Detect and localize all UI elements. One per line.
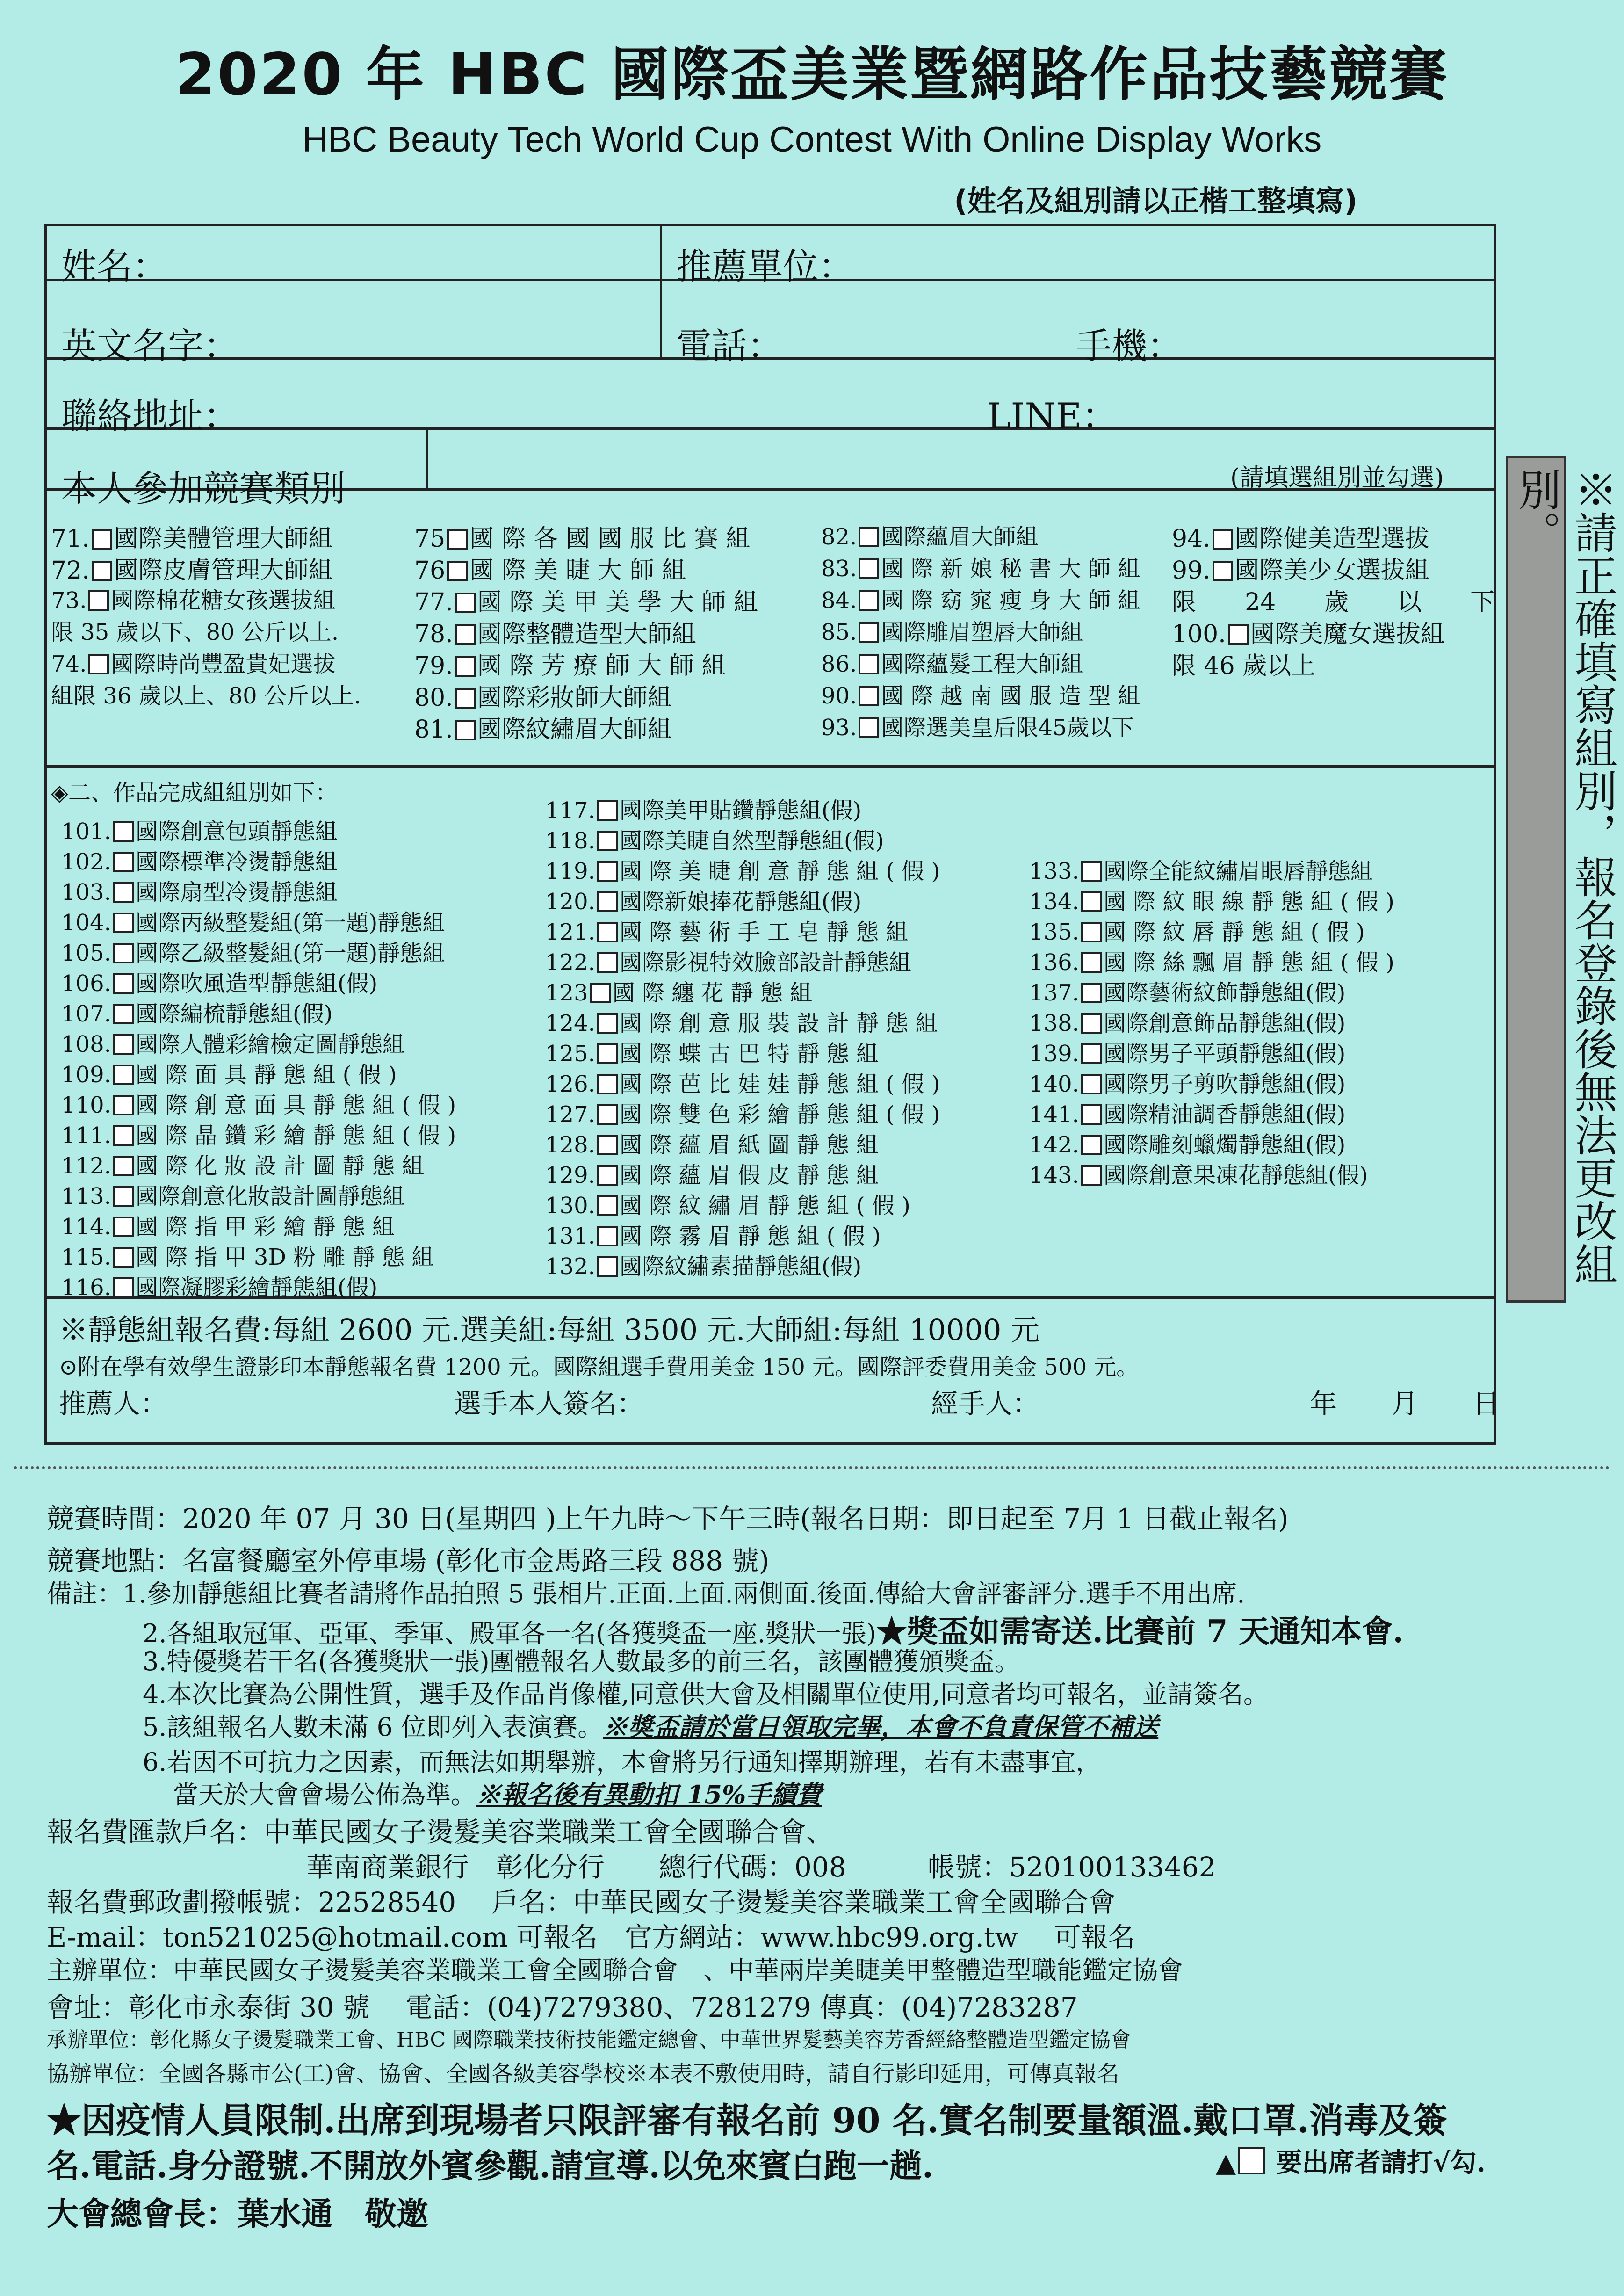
works-item[interactable]: 108. 國際人體彩繪檢定圖靜態組 xyxy=(61,1031,405,1057)
category-item[interactable]: 71. 國際美體管理大師組 xyxy=(51,525,333,553)
fee-note: ⊙附在學有效學生證影印本靜態報名費 1200 元。國際組選手費用美金 150 元。國際評委費用美金 500 元。 xyxy=(59,1354,1139,1380)
signature-field[interactable]: 選手本人簽名： xyxy=(454,1388,644,1420)
category-note: 限 35 歲以下、80 公斤以上. xyxy=(51,619,339,645)
checkbox[interactable] xyxy=(1081,1165,1102,1186)
category-item[interactable]: 81. 國際紋繡眉大師組 xyxy=(414,716,672,744)
checkbox[interactable] xyxy=(859,654,879,674)
organizer: 主辦單位：中華民國女子燙髮美容業職業工會全國聯合會 、中華兩岸美睫美甲整體造型職能鑑定協會 xyxy=(47,1956,1183,1985)
works-item[interactable]: 109. 國 際 面 具 靜 態 組 ( 假 ) xyxy=(61,1062,397,1088)
checkbox[interactable] xyxy=(1213,561,1233,581)
works-item[interactable]: 117. 國際美甲貼鑽靜態組(假) xyxy=(545,797,862,824)
checkbox[interactable] xyxy=(597,861,618,882)
works-item[interactable]: 137. 國際藝術紋飾靜態組(假) xyxy=(1029,980,1346,1006)
office-address: 會址：彰化市永泰街 30 號 電話：(04)7279380、7281279 傳真：(04)7283287 xyxy=(47,1992,1078,2023)
works-item[interactable]: 115. 國 際 指 甲 3D 粉 雕 靜 態 組 xyxy=(61,1244,434,1270)
works-item[interactable]: 101. 國際創意包頭靜態組 xyxy=(61,818,338,845)
president-signoff: 大會總會長：葉水通 敬邀 xyxy=(47,2195,429,2233)
works-item[interactable]: 110. 國 際 創 意 面 具 靜 態 組 ( 假 ) xyxy=(61,1092,456,1118)
registration-form xyxy=(44,224,1500,1445)
checkbox[interactable] xyxy=(113,1247,134,1268)
works-item[interactable]: 134. 國 際 紋 眼 線 靜 態 組 ( 假 ) xyxy=(1029,889,1394,915)
checkbox[interactable] xyxy=(597,1135,618,1155)
checkbox[interactable] xyxy=(859,558,879,579)
checkbox[interactable] xyxy=(1081,1104,1102,1125)
works-item[interactable]: 102. 國際標準冷燙靜態組 xyxy=(61,849,338,875)
works-item[interactable]: 136. 國 際 絲 飄 眉 靜 態 組 ( 假 ) xyxy=(1029,949,1394,976)
checkbox[interactable] xyxy=(113,943,134,963)
works-item[interactable]: 127. 國 際 雙 色 彩 繪 靜 態 組 ( 假 ) xyxy=(545,1101,940,1128)
checkbox[interactable] xyxy=(859,527,879,547)
date-field[interactable]: 年 月 日 xyxy=(1310,1388,1500,1420)
checkbox[interactable] xyxy=(113,1004,134,1024)
works-item[interactable]: 128. 國 際 蘊 眉 紙 圖 靜 態 組 xyxy=(545,1132,879,1158)
checkbox[interactable] xyxy=(1228,624,1249,645)
category-item[interactable]: 94. 國際健美造型選拔 xyxy=(1172,525,1429,553)
works-item[interactable]: 105. 國際乙級整髮組(第一題)靜態組 xyxy=(61,940,445,966)
handler-field[interactable]: 經手人： xyxy=(931,1388,1040,1420)
checkbox[interactable] xyxy=(1081,861,1102,882)
remark-3: 3.特優獎若干名(各獲獎狀一張)團體報名人數最多的前三名，該團體獲頒獎盃。 xyxy=(143,1647,1020,1676)
covid-notice: ★因疫情人員限制.出席到現場者只限評審有報名前 90 名.實名制要量額溫.戴口罩.消毒及簽 xyxy=(47,2100,1448,2141)
works-item[interactable]: 120. 國際新娘捧花靜態組(假) xyxy=(545,889,862,915)
fill-instruction: (姓名及組別請以正楷工整填寫) xyxy=(954,184,1357,218)
attend-checkbox[interactable]: ▲ 要出席者請打√勾. xyxy=(1216,2147,1486,2178)
works-item[interactable]: 140. 國際男子剪吹靜態組(假) xyxy=(1029,1071,1346,1097)
checkbox[interactable] xyxy=(590,983,611,1003)
covid-notice-cont: 名.電話.身分證號.不開放外賓參觀.請宣導.以免來賓白跑一趟. xyxy=(47,2146,934,2185)
works-item[interactable]: 141. 國際精油調香靜態組(假) xyxy=(1029,1101,1346,1128)
works-item[interactable]: 131. 國 際 霧 眉 靜 態 組 ( 假 ) xyxy=(545,1223,881,1249)
works-title: ◈二、作品完成組組別如下： xyxy=(51,780,338,806)
checkbox[interactable] xyxy=(597,1195,618,1216)
works-item[interactable]: 130. 國 際 紋 繡 眉 靜 態 組 ( 假 ) xyxy=(545,1193,910,1219)
checkbox[interactable] xyxy=(455,593,476,613)
checkbox[interactable] xyxy=(1081,922,1102,942)
remark-1: 備註：1.參加靜態組比賽者請將作品拍照 5 張相片.正面.上面.兩側面.後面.傳給大會評審評分.選手不用出席. xyxy=(47,1579,1245,1608)
checkbox[interactable] xyxy=(455,656,476,677)
checkbox[interactable] xyxy=(113,1034,134,1055)
checkbox[interactable] xyxy=(597,952,618,973)
checkbox[interactable] xyxy=(859,686,879,706)
address-field[interactable]: 聯絡地址： xyxy=(61,395,239,437)
works-item[interactable]: 103. 國際扇型冷燙靜態組 xyxy=(61,879,338,905)
checkbox[interactable] xyxy=(88,654,109,674)
works-item[interactable]: 111. 國 際 晶 鑽 彩 繪 靜 態 組 ( 假 ) xyxy=(61,1123,456,1149)
page-subtitle: HBC Beauty Tech World Cup Contest With Online Display Works xyxy=(302,120,1322,159)
recommender-field[interactable]: 推薦人： xyxy=(59,1388,168,1420)
checkbox[interactable] xyxy=(455,688,476,709)
checkbox[interactable] xyxy=(1081,983,1102,1003)
checkbox[interactable] xyxy=(113,882,134,903)
checkbox[interactable] xyxy=(597,1104,618,1125)
category-item[interactable]: 100. 國際美魔女選拔組 xyxy=(1172,620,1445,648)
category-note: 限 46 歲以上 xyxy=(1172,652,1316,680)
checkbox[interactable] xyxy=(113,1277,134,1298)
checkbox[interactable] xyxy=(597,1226,618,1246)
contest-time: 競賽時間：2020 年 07 月 30 日(星期四 )上午九時～下午三時(報名日期：即日起至 7月 1 日截止報名) xyxy=(47,1503,1289,1535)
category-item[interactable]: 77. 國 際 美 甲 美 學 大 師 組 xyxy=(414,588,758,616)
checkbox[interactable] xyxy=(88,590,109,611)
checkbox[interactable] xyxy=(597,1043,618,1064)
remark-6-cont: 當天於大會會場公佈為準。※報名後有異動扣 15%手續費 xyxy=(173,1780,822,1810)
english-name-field[interactable]: 英文名字： xyxy=(61,325,239,367)
checkbox[interactable] xyxy=(1081,1013,1102,1034)
checkbox[interactable] xyxy=(113,1065,134,1085)
checkbox[interactable] xyxy=(1081,1074,1102,1094)
checkbox[interactable] xyxy=(1081,952,1102,973)
remit-account: 報名費匯款戶名：中華民國女子燙髮美容業職業工會全國聯合會、 xyxy=(47,1816,834,1848)
checkbox[interactable] xyxy=(455,720,476,740)
category-item[interactable]: 72. 國際皮膚管理大師組 xyxy=(51,557,333,585)
checkbox[interactable] xyxy=(113,852,134,872)
works-item[interactable]: 132. 國際紋繡素描靜態組(假) xyxy=(545,1253,862,1280)
checkbox[interactable] xyxy=(859,717,879,738)
checkbox[interactable] xyxy=(1081,1043,1102,1064)
remark-4: 4.本次比賽為公開性質，選手及作品肖像權,同意供大會及相關單位使用,同意者均可報名，並請簽名。 xyxy=(143,1680,1269,1709)
category-note: 組限 36 歲以上、80 公斤以上. xyxy=(51,683,361,709)
checkbox[interactable] xyxy=(597,922,618,942)
category-note: 限 24 歲 以 下 xyxy=(1172,588,1495,616)
works-item[interactable]: 116. 國際凝膠彩繪靜態組(假) xyxy=(61,1275,378,1301)
checkbox[interactable] xyxy=(113,1156,134,1176)
works-item[interactable]: 143. 國際創意果凍花靜態組(假) xyxy=(1029,1162,1368,1188)
works-item[interactable]: 139. 國際男子平頭靜態組(假) xyxy=(1029,1041,1346,1067)
category-item[interactable]: 83. 國 際 新 娘 秘 書 大 師 組 xyxy=(821,556,1140,582)
works-item[interactable]: 129. 國 際 蘊 眉 假 皮 靜 態 組 xyxy=(545,1162,879,1188)
checkbox[interactable] xyxy=(113,821,134,842)
divider xyxy=(14,1466,1610,1469)
checkbox[interactable] xyxy=(597,891,618,912)
checkbox[interactable] xyxy=(597,1074,618,1094)
checkbox[interactable] xyxy=(92,529,112,550)
checkbox[interactable] xyxy=(859,590,879,611)
works-item[interactable]: 104. 國際丙級整髮組(第一題)靜態組 xyxy=(61,910,445,936)
works-item[interactable]: 124. 國 際 創 意 服 裝 設 計 靜 態 組 xyxy=(545,1010,938,1036)
checkbox[interactable] xyxy=(1238,2147,1265,2174)
checkbox[interactable] xyxy=(113,913,134,933)
category-label: 本人參加競賽類別 xyxy=(61,468,346,509)
remark-5: 5.該組報名人數未滿 6 位即列入表演賽。※獎盃請於當日領取完畢，本會不負責保管不補送 xyxy=(143,1712,1159,1742)
works-item[interactable]: 138. 國際創意飾品靜態組(假) xyxy=(1029,1010,1346,1036)
assist-units: 協辦單位：全國各縣市公(工)會、協會、全國各級美容學校※本表不敷使用時，請自行影印延用，可傳真報名 xyxy=(47,2061,1119,2087)
category-item[interactable]: 90. 國 際 越 南 國 服 造 型 組 xyxy=(821,683,1140,709)
works-item[interactable]: 121. 國 際 藝 術 手 工 皂 靜 態 組 xyxy=(545,919,909,945)
checkbox[interactable] xyxy=(597,831,618,851)
category-item[interactable]: 84. 國 際 窈 窕 瘦 身 大 師 組 xyxy=(821,587,1140,614)
name-field[interactable]: 姓名： xyxy=(61,246,168,287)
checkbox[interactable] xyxy=(455,624,476,645)
page-title: 2020 年 HBC 國際盃美業暨網路作品技藝競賽 xyxy=(175,41,1449,109)
works-item[interactable]: 133. 國際全能紋繡眉眼唇靜態組 xyxy=(1029,858,1373,884)
checkbox[interactable] xyxy=(113,973,134,994)
postal-account: 報名費郵政劃撥帳號：22528540 戶名：中華民國女子燙髮美容業職業工會全國聯合會 xyxy=(47,1886,1116,1918)
works-item[interactable]: 126. 國 際 芭 比 娃 娃 靜 態 組 ( 假 ) xyxy=(545,1071,940,1097)
category-hint: (請填選組別並勾選) xyxy=(1230,464,1444,492)
category-item[interactable]: 74. 國際時尚豐盈貴妃選拔 xyxy=(51,651,336,677)
checkbox[interactable] xyxy=(447,561,468,581)
contact-email: E-mail：ton521025@hotmail.com 可報名 官方網站：www.hbc99.org.tw 可報名 xyxy=(47,1921,1135,1953)
category-item[interactable]: 75 國 際 各 國 國 服 比 賽 組 xyxy=(414,525,751,553)
remark-2: 2.各組取冠軍、亞軍、季軍、殿軍各一名(各獲獎盃一座.獎狀一張)★獎盃如需寄送.比賽前 7 天通知本會. xyxy=(143,1613,1404,1650)
checkbox[interactable] xyxy=(1081,1135,1102,1155)
category-item[interactable]: 82. 國際蘊眉大師組 xyxy=(821,524,1039,550)
category-item[interactable]: 76 國 際 美 睫 大 師 組 xyxy=(414,557,686,585)
works-item[interactable]: 114. 國 際 指 甲 彩 繪 靜 態 組 xyxy=(61,1214,395,1240)
checkbox[interactable] xyxy=(859,622,879,643)
category-item[interactable]: 80. 國際彩妝師大師組 xyxy=(414,684,672,712)
checkbox[interactable] xyxy=(1081,891,1102,912)
category-item[interactable]: 79. 國 際 芳 療 師 大 師 組 xyxy=(414,652,726,680)
works-item[interactable]: 106. 國際吹風造型靜態組(假) xyxy=(61,971,378,997)
checkbox[interactable] xyxy=(447,529,468,550)
checkbox[interactable] xyxy=(113,1217,134,1237)
bank-info: 華南商業銀行 彰化分行 總行代碼：008 帳號：520100133462 xyxy=(306,1851,1216,1883)
works-item[interactable]: 135. 國 際 紋 唇 靜 態 組 ( 假 ) xyxy=(1029,919,1365,945)
category-item[interactable]: 99. 國際美少女選拔組 xyxy=(1172,557,1429,585)
works-item[interactable]: 123 國 際 纏 花 靜 態 組 xyxy=(545,980,813,1006)
works-item[interactable]: 125. 國 際 蝶 古 巴 特 靜 態 組 xyxy=(545,1041,879,1067)
category-item[interactable]: 93. 國際選美皇后限45歲以下 xyxy=(821,715,1134,741)
checkbox[interactable] xyxy=(113,1095,134,1115)
host-units: 承辦單位：彰化縣女子燙髮職業工會、HBC 國際職業技術技能鑑定總會、中華世界髮藝美容芳香經絡整體造型鑑定協會 xyxy=(47,2028,1132,2052)
checkbox[interactable] xyxy=(597,1256,618,1277)
checkbox[interactable] xyxy=(1213,529,1233,550)
category-item[interactable]: 73. 國際棉花糖女孩選拔組 xyxy=(51,587,336,614)
recommend-unit-field[interactable]: 推薦單位： xyxy=(676,246,854,287)
checkbox[interactable] xyxy=(597,800,618,821)
works-item[interactable]: 142. 國際雕刻蠟燭靜態組(假) xyxy=(1029,1132,1346,1158)
category-item[interactable]: 86. 國際蘊髮工程大師組 xyxy=(821,651,1083,677)
works-item[interactable]: 107. 國際編梳靜態組(假) xyxy=(61,1001,333,1027)
checkbox[interactable] xyxy=(113,1186,134,1207)
mobile-field[interactable]: 手機： xyxy=(1076,325,1183,367)
works-item[interactable]: 122. 國際影視特效臉部設計靜態組 xyxy=(545,949,911,976)
phone-field[interactable]: 電話： xyxy=(676,325,783,367)
checkbox[interactable] xyxy=(113,1125,134,1146)
checkbox[interactable] xyxy=(597,1013,618,1034)
works-item[interactable]: 112. 國 際 化 妝 設 計 圖 靜 態 組 xyxy=(61,1153,425,1179)
side-warning: ※請正確填寫組別，報名登錄後無法更改組別。 xyxy=(1506,456,1566,1303)
remark-6: 6.若因不可抗力之因素，而無法如期舉辦，本會將另行通知擇期辦理，若有未盡事宜， xyxy=(143,1747,1101,1777)
checkbox[interactable] xyxy=(92,561,112,581)
works-item[interactable]: 118. 國際美睫自然型靜態組(假) xyxy=(545,828,884,854)
checkbox[interactable] xyxy=(597,1165,618,1186)
line-field[interactable]: LINE： xyxy=(987,395,1118,437)
category-item[interactable]: 78. 國際整體造型大師組 xyxy=(414,620,696,648)
contest-place: 競賽地點：名富餐廳室外停車場 (彰化市金馬路三段 888 號) xyxy=(47,1545,770,1577)
works-item[interactable]: 113. 國際創意化妝設計圖靜態組 xyxy=(61,1183,405,1210)
fee-line: ※靜態組報名費:每組 2600 元.選美組:每組 3500 元.大師組:每組 10000 元 xyxy=(59,1313,1040,1347)
works-item[interactable]: 119. 國 際 美 睫 創 意 靜 態 組 ( 假 ) xyxy=(545,858,940,884)
category-item[interactable]: 85. 國際雕眉塑唇大師組 xyxy=(821,619,1083,645)
